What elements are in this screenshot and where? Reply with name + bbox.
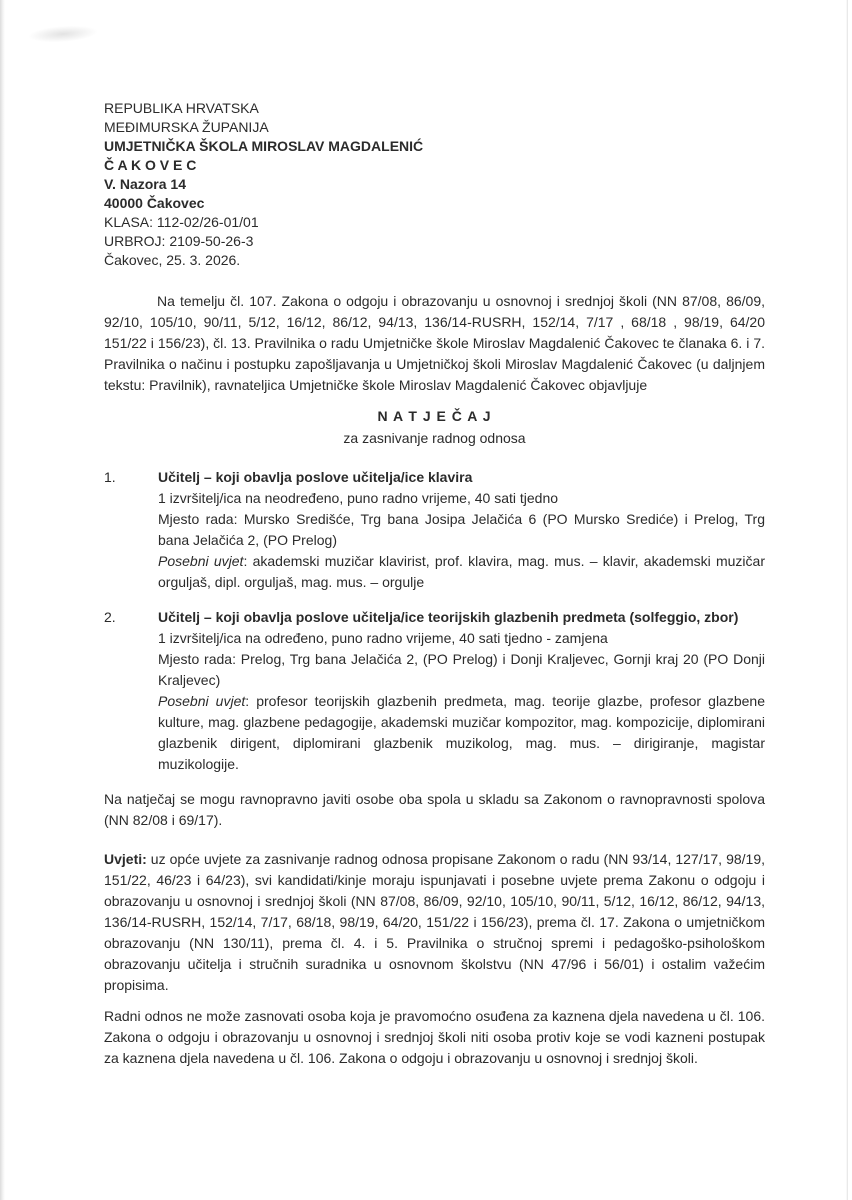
document-subtitle: za zasnivanje radnog odnosa (343, 430, 526, 446)
job-2-heading: Učitelj – koji obavlja poslove učitelja/ice teorijskih glazbenih predmeta (solfeggio, zbor) (158, 609, 739, 625)
letterhead-postal-city: 40000 Čakovec (104, 195, 205, 211)
document-content (104, 99, 765, 1083)
job-2-number: 2. (104, 609, 116, 625)
equality-paragraph: Na natječaj se mogu ravnopravno javiti osobe oba spola u skladu sa Zakonom o ravnopravnosti spolova (NN 82/08 i 69/17). (104, 791, 765, 828)
job-1-employment: 1 izvršitelj/ica na neodređeno, puno radno vrijeme, 40 sati tjedno (158, 490, 559, 506)
criminal-record-paragraph: Radni odnos ne može zasnovati osoba koja je pravomoćno osuđena za kaznena djela navedena u čl. 106. Zakona o odgoju i obrazovanju u osnovnoj i srednjoj školi niti osoba protiv koje se vodi kazneni postupak za kaznena djela navedena u čl. 106. Zakona o odgoju i obrazovanju u osnovnoj i srednjoj školi. (104, 1008, 765, 1066)
conditions-label: Uvjeti: (104, 851, 147, 867)
letterhead-street: V. Nazora 14 (104, 176, 186, 192)
letterhead (104, 99, 765, 270)
letterhead-county: MEĐIMURSKA ŽUPANIJA (104, 119, 269, 135)
job-item-1 (104, 467, 765, 593)
job-2-special-requirement (158, 691, 765, 775)
scan-edge-right (846, 0, 848, 1200)
conditions-paragraph (104, 849, 765, 996)
job-1-special-requirement (158, 551, 765, 593)
letterhead-city-spaced: Č A K O V E C (104, 157, 197, 173)
intro-paragraph: Na temelju čl. 107. Zakona o odgoju i obrazovanju u osnovnoj i srednjoj školi (NN 87/08, 86/09, 92/10, 105/10, 90/11, 5/12, 16/12, 86/12, 94/13, 136/14-RUSRH, 152/14, 7/17 , 68/18 , 98/19, 64/20 151/22 i 156/23), čl. 13. Pravilnika o radu Umjetničke škole Miroslav Magdalenić Čakovec te članaka 6. i 7. Pravilnika o načinu i postupku zapošljavanja u Umjetničkoj školi Miroslav Magdalenić Čakovec (u daljnjem tekstu: Pravilnik), ravnateljica Umjetničke škole Miroslav Magdalenić Čakovec objavljuje (104, 293, 765, 393)
job-2-location: Mjesto rada: Prelog, Trg bana Jelačića 2, (PO Prelog) i Donji Kraljevec, Gornji kraj 20 (PO Donji Kraljevec) (158, 651, 765, 688)
job-1-heading: Učitelj – koji obavlja poslove učitelja/ice klavira (158, 469, 473, 485)
job-2-special-label: Posebni uvjet (158, 693, 246, 709)
letterhead-klasa: KLASA: 112-02/26-01/01 (104, 214, 259, 230)
title-block (104, 405, 765, 449)
job-1-special-text: : akademski muzičar klavirist, prof. klavira, mag. mus. – klavir, akademski muzičar orguljaš, dipl. orguljaš, mag. mus. – orgulje (158, 553, 765, 590)
letterhead-urbroj: URBROJ: 2109-50-26-3 (104, 233, 254, 249)
letterhead-school-name: UMJETNIČKA ŠKOLA MIROSLAV MAGDALENIĆ (104, 138, 424, 154)
conditions-text: uz opće uvjete za zasnivanje radnog odnosa propisane Zakonom o radu (NN 93/14, 127/17, 98/19, 151/22, 46/23 i 64/23), svi kandidati/kinje moraju ispunjavati i posebne uvjete prema Zakonu o odgoju i obrazovanju u osnovnoj i srednjoj školi (NN 87/08, 86/09, 92/10, 105/10, 90/11, 5/12, 16/12, 86/12, 94/13, 136/14-RUSRH, 152/14, 7/17, 68/18, 98/19, 64/20, 151/22 i 156/23), prema čl. 17. Zakona o umjetničkom obrazovanju (NN 130/11), prema čl. 4. i 5. Pravilnika o stručnoj spremi i pedagoško-psihološkom obrazovanju učitelja i stručnih suradnika u osnovnom školstvu (NN 47/96 i 56/01) i ostalim važećim propisima. (104, 851, 765, 993)
document-title: N A T J E Č A J (377, 408, 492, 424)
letterhead-country: REPUBLIKA HRVATSKA (104, 100, 259, 116)
scan-edge-left (0, 0, 5, 1200)
job-1-number: 1. (104, 469, 116, 485)
letterhead-place-date: Čakovec, 25. 3. 2026. (104, 252, 241, 268)
job-item-2 (104, 607, 765, 775)
job-2-special-text: : profesor teorijskih glazbenih predmeta, mag. teorije glazbe, profesor glazbene kulture, mag. glazbene pedagogije, akademski muzičar kompozitor, mag. kompozicije, diplomirani glazbenik dirigent, diplomirani glazbenik muzikolog, mag. mus. – dirigiranje, magistar muzikologije. (158, 693, 765, 772)
job-1-location: Mjesto rada: Mursko Središće, Trg bana Josipa Jelačića 6 (PO Mursko Srediće) i Prelog, Trg bana Jelačića 2, (PO Prelog) (158, 511, 765, 548)
job-1-special-label: Posebni uvjet (158, 553, 244, 569)
scan-smudge (28, 24, 99, 45)
job-2-employment: 1 izvršitelj/ica na određeno, puno radno vrijeme, 40 sati tjedno - zamjena (158, 630, 608, 646)
